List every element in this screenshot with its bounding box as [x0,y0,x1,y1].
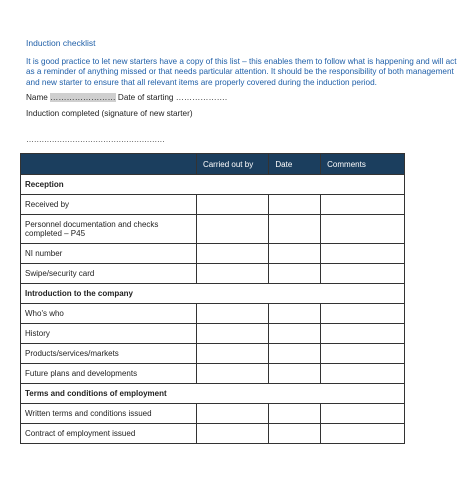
item-label: Future plans and developments [21,364,197,384]
date-cell[interactable] [269,244,321,264]
item-label: Products/services/markets [21,344,197,364]
comments-cell[interactable] [321,195,405,215]
date-cell[interactable] [269,215,321,244]
comments-cell[interactable] [321,404,405,424]
table-row [21,195,405,215]
section-title: Terms and conditions of employment [21,384,405,404]
table-row [21,264,405,284]
date-cell[interactable] [269,424,321,444]
date-cell[interactable] [269,304,321,324]
induction-completed-label: Induction completed (signature of new starter) [26,109,193,118]
item-label: Received by [21,195,197,215]
item-label: NI number [21,244,197,264]
intro-paragraph: It is good practice to let new starters have a copy of this list – this enables them to follow what is happening and will act as a reminder of anything missed or that needs particular attention. It should be the responsibility of both management and new starter to ensure that all relevant items are properly covered during the induction period. [26,57,457,87]
carried-out-by-cell[interactable] [196,364,268,384]
comments-cell[interactable] [321,344,405,364]
comments-cell[interactable] [321,324,405,344]
date-label: Date of starting [117,93,174,102]
section-row [21,175,405,195]
signature-line[interactable]: ……………………………………………… [26,135,165,144]
comments-cell[interactable] [321,424,405,444]
table-row [21,404,405,424]
table-row [21,344,405,364]
section-row [21,384,405,404]
carried-out-by-cell[interactable] [196,244,268,264]
carried-out-by-cell[interactable] [196,344,268,364]
carried-out-by-cell[interactable] [196,304,268,324]
table-row [21,244,405,264]
carried-out-by-cell[interactable] [196,215,268,244]
header-comments: Comments [321,154,405,175]
table-row [21,304,405,324]
comments-cell[interactable] [321,364,405,384]
document-title: Induction checklist [26,38,96,48]
header-item [21,154,197,175]
item-label: Who's who [21,304,197,324]
table-header-row [21,154,405,175]
carried-out-by-cell[interactable] [196,195,268,215]
item-label: Swipe/security card [21,264,197,284]
date-cell[interactable] [269,195,321,215]
section-title: Reception [21,175,405,195]
comments-cell[interactable] [321,215,405,244]
item-label: History [21,324,197,344]
item-label: Contract of employment issued [21,424,197,444]
item-label: Written terms and conditions issued [21,404,197,424]
date-cell[interactable] [269,404,321,424]
table-row [21,424,405,444]
comments-cell[interactable] [321,264,405,284]
comments-cell[interactable] [321,244,405,264]
table-row [21,364,405,384]
table-body [21,175,405,444]
item-label: Personnel documentation and checks completed – P45 [21,215,197,244]
date-cell[interactable] [269,264,321,284]
carried-out-by-cell[interactable] [196,424,268,444]
comments-cell[interactable] [321,304,405,324]
section-title: Introduction to the company [21,284,405,304]
date-cell[interactable] [269,324,321,344]
carried-out-by-cell[interactable] [196,404,268,424]
date-cell[interactable] [269,364,321,384]
name-field[interactable]: …………………… [50,93,116,102]
header-date: Date [269,154,321,175]
date-cell[interactable] [269,344,321,364]
section-row [21,284,405,304]
table-row [21,215,405,244]
table-row [21,324,405,344]
carried-out-by-cell[interactable] [196,324,268,344]
date-field[interactable]: ………………. [175,93,228,102]
induction-table [20,153,405,444]
name-date-line [26,93,227,102]
name-label: Name [26,93,48,102]
carried-out-by-cell[interactable] [196,264,268,284]
header-carried-out-by: Carried out by [196,154,268,175]
